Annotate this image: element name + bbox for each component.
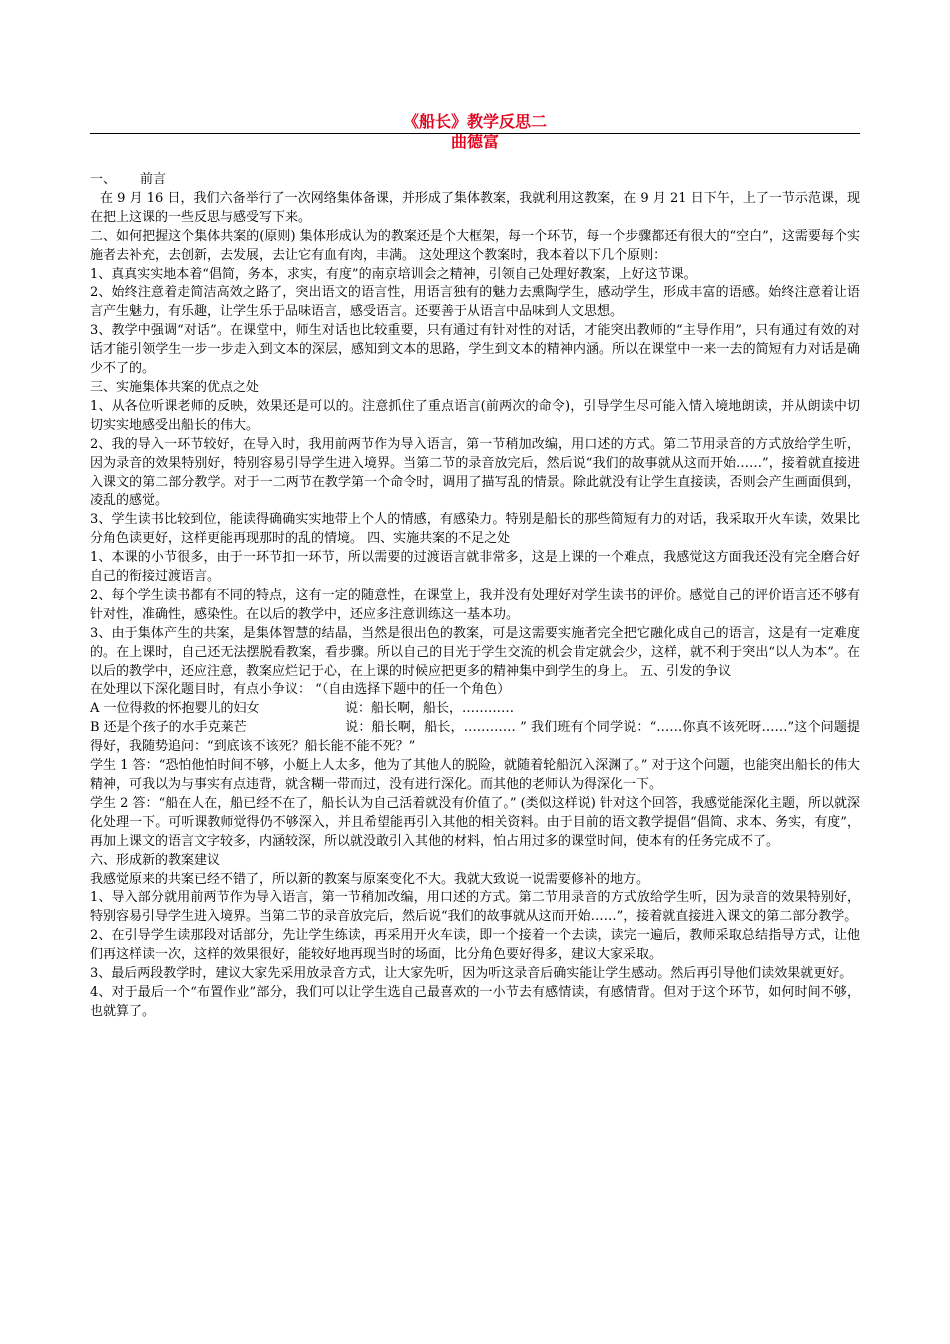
paragraph: 1、导入部分就用前两节作为导入语言，第一节稍加改编，用口述的方式。第二节用录音的方式放给学生听，因为录音的效果特别好，特别容易引导学生进入境界。当第二节的录音放完后，然后说“我们的故事就从这而开始……”，接着就直接进入课文的第二部分教学。 [90, 890, 860, 925]
paragraph: 4、对于最后一个“布置作业”部分，我们可以让学生选自己最喜欢的一小节去有感情读，有感情背。但对于这个环节，如何时间不够，也就算了。 [90, 984, 860, 1019]
role-a-row [90, 700, 860, 719]
document-author: 曲德富 [450, 132, 499, 151]
section-number: 一、 [90, 172, 117, 187]
document-title: 《船长》教学反思二 [402, 112, 547, 131]
paragraph: 3、教学中强调“对话”。在课堂中，师生对话也比较重要，只有通过有针对性的对话，才能突出教师的“主导作用”，只有通过有效的对话才能引领学生一步一步走入到文本的深层，感知到文本的思路，学生到文本的精神内涵。所以在课堂中一来一去的简短有力对话是确少不了的。 [90, 323, 860, 377]
paragraph: 二、如何把握这个集体共案的(原则) 集体形成认为的教案还是个大框架，每一个环节，每一个步骤都还有很大的“空白”，这需要每个实施者去补充，去创新，去发展，去让它有血有肉，丰满。 这处理这个教案时，我本着以下几个原则： [90, 228, 860, 263]
role-a-label: A 一位得救的怀抱婴儿的妇女 [90, 701, 260, 717]
paragraph: 三、实施集体共案的优点之处 [90, 379, 260, 395]
paragraph: 学生 1 答：“恐怕他怕时间不够，小艇上人太多，他为了其他人的脱险，就随着轮船沉入深渊了。” 对于这个问题，也能突出船长的伟大精神，可我以为与事实有点违背，就含糊一带而过，没有进行深化。而其他的老师认为得深化一下。 [90, 758, 860, 792]
paragraph: 1、真真实实地本着“倡简，务本，求实，有度”的南京培训会之精神，引领自己处理好教案，上好这节课。 [90, 266, 697, 282]
paragraph: 2、在引导学生读那段对话部分，先让学生练读，再采用开火车读，即一个接着一个去读，读完一遍后，教师采取总结指导方式，让他们再这样读一次，这样的效果很好，能较好地再现当时的场面，比分角色要好得多，建议大家采取。 [90, 928, 860, 963]
paragraph: 1、本课的小节很多，由于一环节扣一环节，所以需要的过渡语言就非常多，这是上课的一个难点，我感觉这方面我还没有完全磨合好自己的衔接过渡语言。 [90, 550, 860, 585]
paragraph: 2、我的导入一环节较好，在导入时，我用前两节作为导入语言，第一节稍加改编，用口述的方式。第二节用录音的方式放给学生听，因为录音的效果特别好，特别容易引导学生进入境界。当第二节的录音放完后，然后说“我们的故事就从这而开始……”，接着就直接进入课文的第二部分教学。对于一二两节在教学第一个命令时，调用了描写乱的情景。除此就没有让学生直接读，否则会产生画面俱到，凌乱的感觉。 [90, 436, 860, 509]
document-body [90, 171, 860, 1022]
section-title: 前言 [140, 172, 167, 187]
document-header [90, 112, 860, 152]
section-heading [90, 171, 860, 190]
header-divider [90, 133, 860, 134]
paragraph: 在 9 月 16 日，我们六备举行了一次网络集体备课，并形成了集体教案，我就利用这教案，在 9 月 21 日下午，上了一节示范课，现在把上这课的一些反思与感受写下来。 [90, 190, 860, 225]
paragraph: 3、由于集体产生的共案，是集体智慧的结晶，当然是很出色的教案，可是这需要实施者完全把它融化成自己的语言，这是有一定难度的。在上课时，自己还无法摆脱看教案，看步骤。所以自己的目光于学生交流的机会肯定就会少，这样，就不利于突出“以人为本”。在以后的教学中，还应注意，教案应烂记于心，在上课的时候应把更多的精神集中到学生的身上。 五、引发的争议 [90, 625, 860, 679]
paragraph: 六、形成新的教案建议 [90, 852, 221, 868]
role-a-text: 说：船长啊，船长，………… [345, 701, 515, 717]
paragraph: 3、最后两段教学时，建议大家先采用放录音方式，让大家先听，因为听这录音后确实能让学生感动。然后再引导他们读效果就更好。 [90, 966, 853, 982]
role-b-label: B 还是个孩子的水手克莱芒 [90, 720, 247, 736]
paragraph: 2、每个学生读书都有不同的特点，这有一定的随意性，在课堂上，我并没有处理好对学生读书的评价。感觉自己的评价语言还不够有针对性，准确性，感染性。在以后的教学中，还应多注意训练这一基本功。 [90, 587, 860, 622]
paragraph: 1、从各位听课老师的反映，效果还是可以的。注意抓住了重点语言(前两次的命令)，引导学生尽可能入情入境地朗读，并从朗读中切切实实地感受出船长的伟大。 [90, 398, 860, 433]
paragraph: 2、始终注意着走简洁高效之路了，突出语文的语言性，用语言独有的魅力去熏陶学生，感动学生，形成丰富的语感。始终注意着让语言产生魅力，有乐趣，让学生乐于品味语言，感受语言。还要善于从语言中品味到人文思想。 [90, 285, 860, 320]
role-b-text: 说：船长啊，船长，………… ” 我们班有个同学说：“……你真不该死呀……”这个问题提得好，我随势追问：“到底该不该死？船长能不能不死？” [90, 720, 860, 755]
role-b-row [90, 719, 860, 757]
paragraph: 3、学生读书比较到位，能读得确确实实地带上个人的情感，有感染力。特别是船长的那些简短有力的对话，我采取开火车读，效果比分角色读更好，这样更能再现那时的乱的情境。 四、实施共案的不足之处 [90, 512, 860, 547]
paragraph: 在处理以下深化题目时，有点小争议： “（自由选择下题中的任一个角色） [90, 682, 511, 698]
paragraph: 我感觉原来的共案已经不错了，所以新的教案与原案变化不大。我就大致说一说需要修补的地方。 [90, 871, 650, 887]
paragraph: 学生 2 答：“船在人在，船已经不在了，船长认为自己活着就没有价值了。” (类似这样说) 针对这个回答，我感觉能深化主题，所以就深化处理一下。可听课教师觉得仍不够深入，并且希望能再引入其他的相关资料。由于目前的语文教学提倡“倡简、求本、务实，有度”，再加上课文的语言文字较多，内涵较深，所以就没敢引入其他的材料，怕占用过多的课堂时间，使本有的任务完成不了。 [90, 795, 860, 849]
